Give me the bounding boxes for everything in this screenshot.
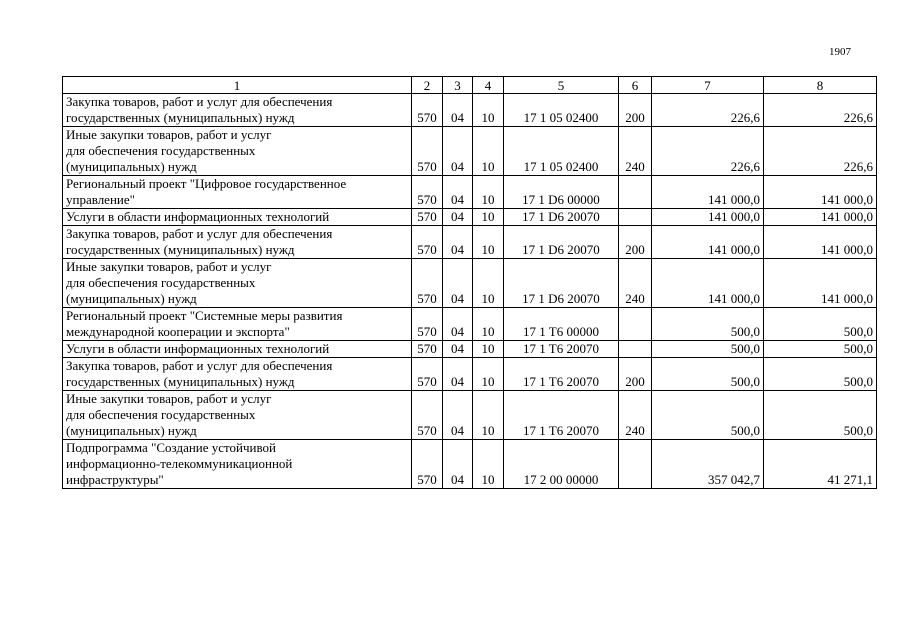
table-row — [63, 127, 877, 176]
ministry-code-cell: 570 — [412, 226, 443, 259]
expense-type-cell: 240 — [619, 391, 652, 440]
target-article-cell: 17 1 T6 20070 — [504, 391, 619, 440]
row-name-line: Закупка товаров, работ и услуг для обеспечения — [66, 358, 333, 373]
amount-col-7-cell: 500,0 — [652, 391, 764, 440]
target-article-cell: 17 1 T6 00000 — [504, 308, 619, 341]
amount-col-7-cell: 141 000,0 — [652, 209, 764, 226]
amount-col-8-cell: 41 271,1 — [764, 440, 877, 489]
target-article-cell: 17 1 T6 20070 — [504, 341, 619, 358]
row-name-line: (муниципальных) нужд — [66, 423, 197, 438]
table-row — [63, 308, 877, 341]
expense-type-cell — [619, 440, 652, 489]
row-name-line: государственных (муниципальных) нужд — [66, 110, 295, 125]
amount-col-7-cell: 141 000,0 — [652, 259, 764, 308]
table-row — [63, 391, 877, 440]
subsection-code-cell: 10 — [473, 226, 504, 259]
expense-type-cell — [619, 341, 652, 358]
subsection-code-cell: 10 — [473, 94, 504, 127]
target-article-cell: 17 1 05 02400 — [504, 127, 619, 176]
subsection-code-cell: 10 — [473, 391, 504, 440]
row-name-line: Подпрограмма "Создание устойчивой — [66, 440, 277, 455]
section-code-cell: 04 — [443, 127, 473, 176]
amount-col-8-cell: 500,0 — [764, 308, 877, 341]
row-name-line: Иные закупки товаров, работ и услуг — [66, 127, 272, 142]
row-name-line: управление" — [66, 192, 135, 207]
target-article-cell: 17 2 00 00000 — [504, 440, 619, 489]
row-name-cell — [63, 259, 412, 308]
target-article-cell: 17 1 D6 20070 — [504, 226, 619, 259]
target-article-cell: 17 1 D6 20070 — [504, 209, 619, 226]
table-row — [63, 259, 877, 308]
amount-col-8-cell: 500,0 — [764, 391, 877, 440]
section-code-cell: 04 — [443, 259, 473, 308]
amount-col-7-cell: 357 042,7 — [652, 440, 764, 489]
row-name-cell — [63, 176, 412, 209]
row-name-cell — [63, 358, 412, 391]
section-code-cell: 04 — [443, 341, 473, 358]
row-name-cell — [63, 440, 412, 489]
ministry-code-cell: 570 — [412, 440, 443, 489]
expense-type-cell — [619, 176, 652, 209]
ministry-code-cell: 570 — [412, 358, 443, 391]
table-row — [63, 226, 877, 259]
amount-col-7-cell: 500,0 — [652, 358, 764, 391]
subsection-code-cell: 10 — [473, 259, 504, 308]
table-row — [63, 176, 877, 209]
ministry-code-cell: 570 — [412, 209, 443, 226]
page-number: 1907 — [829, 46, 851, 58]
subsection-code-cell: 10 — [473, 176, 504, 209]
row-name-line: (муниципальных) нужд — [66, 291, 197, 306]
table-row — [63, 358, 877, 391]
row-name-line: Закупка товаров, работ и услуг для обеспечения — [66, 94, 333, 109]
amount-col-7-cell: 500,0 — [652, 341, 764, 358]
row-name-line: Иные закупки товаров, работ и услуг — [66, 259, 272, 274]
expense-type-cell: 240 — [619, 259, 652, 308]
section-code-cell: 04 — [443, 209, 473, 226]
row-name-line: государственных (муниципальных) нужд — [66, 374, 295, 389]
header-col-4: 4 — [473, 77, 504, 94]
row-name-line: инфраструктуры" — [66, 472, 164, 487]
row-name-line: Услуги в области информационных технологий — [66, 341, 330, 356]
amount-col-7-cell: 500,0 — [652, 308, 764, 341]
amount-col-8-cell: 141 000,0 — [764, 226, 877, 259]
expense-type-cell: 200 — [619, 358, 652, 391]
subsection-code-cell: 10 — [473, 127, 504, 176]
target-article-cell: 17 1 D6 00000 — [504, 176, 619, 209]
ministry-code-cell: 570 — [412, 391, 443, 440]
amount-col-8-cell: 500,0 — [764, 341, 877, 358]
subsection-code-cell: 10 — [473, 440, 504, 489]
row-name-cell — [63, 226, 412, 259]
expense-type-cell: 200 — [619, 226, 652, 259]
amount-col-7-cell: 226,6 — [652, 127, 764, 176]
header-col-1: 1 — [63, 77, 412, 94]
expense-type-cell: 200 — [619, 94, 652, 127]
amount-col-8-cell: 500,0 — [764, 358, 877, 391]
row-name-line: для обеспечения государственных — [66, 143, 256, 158]
ministry-code-cell: 570 — [412, 176, 443, 209]
ministry-code-cell: 570 — [412, 94, 443, 127]
row-name-line: Услуги в области информационных технологий — [66, 209, 330, 224]
header-col-7: 7 — [652, 77, 764, 94]
subsection-code-cell: 10 — [473, 209, 504, 226]
amount-col-8-cell: 226,6 — [764, 127, 877, 176]
row-name-cell — [63, 391, 412, 440]
table-row — [63, 209, 877, 226]
header-row — [63, 77, 877, 94]
header-col-3: 3 — [443, 77, 473, 94]
row-name-line: государственных (муниципальных) нужд — [66, 242, 295, 257]
ministry-code-cell: 570 — [412, 127, 443, 176]
table-row — [63, 94, 877, 127]
expense-type-cell: 240 — [619, 127, 652, 176]
row-name-cell — [63, 209, 412, 226]
header-col-8: 8 — [764, 77, 877, 94]
header-col-5: 5 — [504, 77, 619, 94]
table-row — [63, 440, 877, 489]
amount-col-8-cell: 141 000,0 — [764, 259, 877, 308]
expense-type-cell — [619, 308, 652, 341]
subsection-code-cell: 10 — [473, 308, 504, 341]
section-code-cell: 04 — [443, 391, 473, 440]
row-name-line: (муниципальных) нужд — [66, 159, 197, 174]
section-code-cell: 04 — [443, 358, 473, 391]
header-col-6: 6 — [619, 77, 652, 94]
subsection-code-cell: 10 — [473, 358, 504, 391]
row-name-line: международной кооперации и экспорта" — [66, 324, 290, 339]
ministry-code-cell: 570 — [412, 341, 443, 358]
row-name-cell — [63, 94, 412, 127]
row-name-cell — [63, 127, 412, 176]
amount-col-7-cell: 226,6 — [652, 94, 764, 127]
amount-col-7-cell: 141 000,0 — [652, 176, 764, 209]
ministry-code-cell: 570 — [412, 259, 443, 308]
row-name-line: Региональный проект "Системные меры развития — [66, 308, 343, 323]
budget-table — [62, 76, 877, 489]
amount-col-8-cell: 141 000,0 — [764, 176, 877, 209]
section-code-cell: 04 — [443, 94, 473, 127]
row-name-line: Региональный проект "Цифровое государственное — [66, 176, 347, 191]
row-name-line: для обеспечения государственных — [66, 407, 256, 422]
target-article-cell: 17 1 T6 20070 — [504, 358, 619, 391]
amount-col-8-cell: 226,6 — [764, 94, 877, 127]
row-name-line: Иные закупки товаров, работ и услуг — [66, 391, 272, 406]
target-article-cell: 17 1 05 02400 — [504, 94, 619, 127]
row-name-cell — [63, 341, 412, 358]
amount-col-8-cell: 141 000,0 — [764, 209, 877, 226]
section-code-cell: 04 — [443, 308, 473, 341]
row-name-line: информационно-телекоммуникационной — [66, 456, 293, 471]
amount-col-7-cell: 141 000,0 — [652, 226, 764, 259]
table-row — [63, 341, 877, 358]
ministry-code-cell: 570 — [412, 308, 443, 341]
row-name-line: Закупка товаров, работ и услуг для обеспечения — [66, 226, 333, 241]
row-name-line: для обеспечения государственных — [66, 275, 256, 290]
subsection-code-cell: 10 — [473, 341, 504, 358]
section-code-cell: 04 — [443, 226, 473, 259]
section-code-cell: 04 — [443, 176, 473, 209]
section-code-cell: 04 — [443, 440, 473, 489]
row-name-cell — [63, 308, 412, 341]
expense-type-cell — [619, 209, 652, 226]
target-article-cell: 17 1 D6 20070 — [504, 259, 619, 308]
header-col-2: 2 — [412, 77, 443, 94]
table-body — [63, 94, 877, 489]
